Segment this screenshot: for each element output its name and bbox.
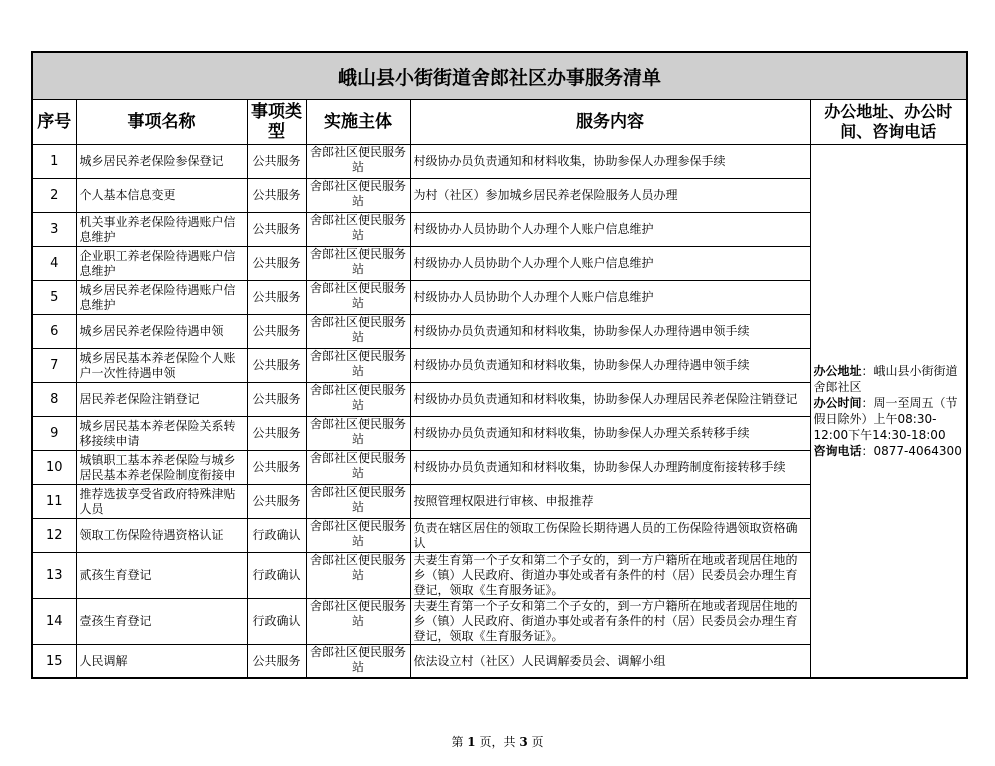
implementing-body: 舍郎社区便民服务站	[306, 645, 410, 679]
item-type: 公共服务	[247, 383, 306, 417]
item-name: 城镇职工基本养老保险与城乡居民基本养老保险制度衔接申	[76, 451, 247, 485]
item-type: 行政确认	[247, 553, 306, 599]
row-number: 15	[32, 645, 76, 679]
header-office: 办公地址、办公时间、咨询电话	[810, 100, 967, 145]
header-content: 服务内容	[410, 100, 810, 145]
implementing-body: 舍郎社区便民服务站	[306, 451, 410, 485]
item-name: 城乡居民基本养老保险关系转移接续申请	[76, 417, 247, 451]
implementing-body: 舍郎社区便民服务站	[306, 281, 410, 315]
header-name: 事项名称	[76, 100, 247, 145]
table-title: 峨山县小街街道舍郎社区办事服务清单	[32, 52, 967, 100]
service-content: 村级协办员负责通知和材料收集，协助参保人办理居民养老保险注销登记	[410, 383, 810, 417]
row-number: 1	[32, 145, 76, 179]
row-number: 10	[32, 451, 76, 485]
item-type: 行政确认	[247, 599, 306, 645]
row-number: 8	[32, 383, 76, 417]
service-content: 为村（社区）参加城乡居民养老保险服务人员办理	[410, 179, 810, 213]
service-content: 夫妻生育第一个子女和第二个子女的，到一方户籍所在地或者现居住地的乡（镇）人民政府、街道办事处或者有条件的村（居）民委员会办理生育登记，领取《生育服务证》。	[410, 599, 810, 645]
row-number: 13	[32, 553, 76, 599]
implementing-body: 舍郎社区便民服务站	[306, 247, 410, 281]
service-content: 负责在辖区居住的领取工伤保险长期待遇人员的工伤保险待遇领取资格确认	[410, 519, 810, 553]
service-list-table	[31, 51, 968, 679]
item-name: 人民调解	[76, 645, 247, 679]
office-address-label: 办公地址	[813, 364, 862, 378]
service-content: 村级协办员负责通知和材料收集，协助参保人办理关系转移手续	[410, 417, 810, 451]
office-phone: ：0877-4064300	[861, 444, 962, 458]
service-content: 依法设立村（社区）人民调解委员会、调解小组	[410, 645, 810, 679]
header-row	[32, 100, 967, 145]
implementing-body: 舍郎社区便民服务站	[306, 383, 410, 417]
item-name: 居民养老保险注销登记	[76, 383, 247, 417]
header-type: 事项类型	[247, 100, 306, 145]
row-number: 12	[32, 519, 76, 553]
service-content: 村级协办员负责通知和材料收集，协助参保人办理待遇申领手续	[410, 315, 810, 349]
header-org: 实施主体	[306, 100, 410, 145]
service-content: 村级协办员负责通知和材料收集，协助参保人办理参保手续	[410, 145, 810, 179]
implementing-body: 舍郎社区便民服务站	[306, 145, 410, 179]
service-content: 村级协办人员协助个人办理个人账户信息维护	[410, 213, 810, 247]
service-content: 村级协办人员协助个人办理个人账户信息维护	[410, 281, 810, 315]
implementing-body: 舍郎社区便民服务站	[306, 417, 410, 451]
implementing-body: 舍郎社区便民服务站	[306, 485, 410, 519]
footer-middle: 页，共	[479, 735, 516, 749]
row-number: 14	[32, 599, 76, 645]
office-address: ：峨山县小街街道舍郎社区	[813, 364, 958, 394]
item-type: 公共服务	[247, 645, 306, 679]
item-name: 城乡居民养老保险参保登记	[76, 145, 247, 179]
row-number: 6	[32, 315, 76, 349]
office-info	[810, 145, 967, 679]
implementing-body: 舍郎社区便民服务站	[306, 179, 410, 213]
implementing-body: 舍郎社区便民服务站	[306, 213, 410, 247]
footer-prefix: 第	[451, 735, 464, 749]
item-type: 公共服务	[247, 145, 306, 179]
service-content: 村级协办员负责通知和材料收集，协助参保人办理待遇申领手续	[410, 349, 810, 383]
implementing-body: 舍郎社区便民服务站	[306, 553, 410, 599]
item-name: 城乡居民养老保险待遇申领	[76, 315, 247, 349]
item-type: 公共服务	[247, 179, 306, 213]
header-no: 序号	[32, 100, 76, 145]
item-name: 城乡居民基本养老保险个人账户一次性待遇申领	[76, 349, 247, 383]
item-type: 公共服务	[247, 213, 306, 247]
table-row	[32, 145, 967, 179]
item-type: 公共服务	[247, 349, 306, 383]
item-type: 公共服务	[247, 451, 306, 485]
row-number: 5	[32, 281, 76, 315]
row-number: 7	[32, 349, 76, 383]
item-type: 公共服务	[247, 315, 306, 349]
item-type: 公共服务	[247, 247, 306, 281]
implementing-body: 舍郎社区便民服务站	[306, 599, 410, 645]
service-content: 按照管理权限进行审核、申报推荐	[410, 485, 810, 519]
implementing-body: 舍郎社区便民服务站	[306, 315, 410, 349]
item-name: 城乡居民养老保险待遇账户信息维护	[76, 281, 247, 315]
item-name: 贰孩生育登记	[76, 553, 247, 599]
office-phone-label: 咨询电话	[813, 444, 862, 458]
footer-page-number: 1	[467, 735, 476, 749]
service-content: 村级协办员负责通知和材料收集，协助参保人办理跨制度衔接转移手续	[410, 451, 810, 485]
office-hours-label: 办公时间	[813, 396, 862, 410]
row-number: 9	[32, 417, 76, 451]
footer-total-pages: 3	[519, 735, 528, 749]
item-type: 行政确认	[247, 519, 306, 553]
implementing-body: 舍郎社区便民服务站	[306, 349, 410, 383]
item-type: 公共服务	[247, 281, 306, 315]
item-name: 企业职工养老保险待遇账户信息维护	[76, 247, 247, 281]
item-type: 公共服务	[247, 417, 306, 451]
item-name: 壹孩生育登记	[76, 599, 247, 645]
item-name: 领取工伤保险待遇资格认证	[76, 519, 247, 553]
item-type: 公共服务	[247, 485, 306, 519]
item-name: 个人基本信息变更	[76, 179, 247, 213]
row-number: 11	[32, 485, 76, 519]
implementing-body: 舍郎社区便民服务站	[306, 519, 410, 553]
row-number: 3	[32, 213, 76, 247]
item-name: 推荐选拔享受省政府特殊津贴人员	[76, 485, 247, 519]
service-content: 村级协办人员协助个人办理个人账户信息维护	[410, 247, 810, 281]
item-name: 机关事业养老保险待遇账户信息维护	[76, 213, 247, 247]
footer-suffix: 页	[531, 735, 544, 749]
page-footer	[0, 733, 995, 750]
service-content: 夫妻生育第一个子女和第二个子女的，到一方户籍所在地或者现居住地的乡（镇）人民政府、街道办事处或者有条件的村（居）民委员会办理生育登记，领取《生育服务证》。	[410, 553, 810, 599]
office-hours: ：周一至周五（节假日除外）上午08:30-12:00下午14:30-18:00	[813, 396, 958, 442]
row-number: 4	[32, 247, 76, 281]
row-number: 2	[32, 179, 76, 213]
